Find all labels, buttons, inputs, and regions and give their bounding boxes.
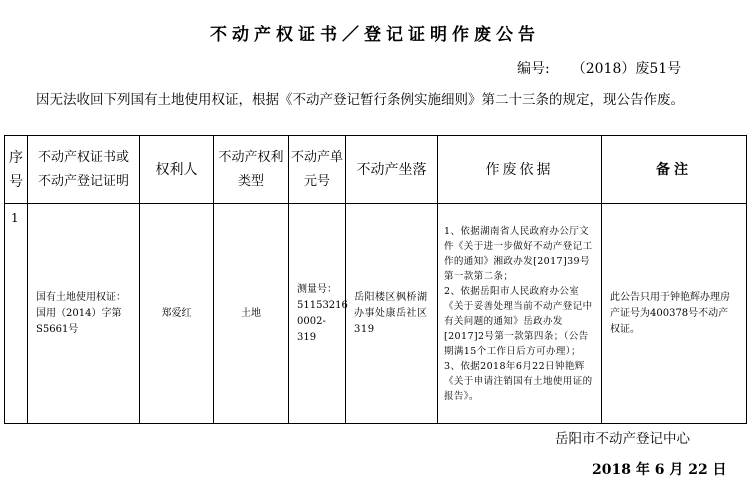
notice-intro: 因无法收回下列国有土地使用权证，根据《不动产登记暂行条例实施细则》第二十三条的规定，现公告作废。 xyxy=(36,92,684,108)
header-unit-line-1: 不动产单 xyxy=(290,149,343,165)
header-remark: 备注 xyxy=(602,136,747,204)
cell-unit-line-1: 测量号： xyxy=(297,283,337,295)
issuing-organization: 岳阳市不动产登记中心 xyxy=(555,431,690,447)
notice-number xyxy=(517,58,681,78)
header-seq xyxy=(5,136,28,204)
header-location: 不动产坐落 xyxy=(346,136,438,204)
header-seq-line-1: 序 xyxy=(9,149,23,166)
notice-table xyxy=(4,135,747,424)
cell-unit xyxy=(289,204,346,424)
header-cert xyxy=(28,136,140,204)
notice-number-label: 编号: xyxy=(517,61,550,77)
cell-right-type: 土地 xyxy=(214,204,289,424)
table-header-row xyxy=(5,136,747,204)
cell-location: 岳阳楼区枫桥湖办事处康岳社区319 xyxy=(346,204,438,424)
notice-number-value: （2018）废51号 xyxy=(571,61,682,77)
header-holder: 权利人 xyxy=(140,136,214,204)
basis-item-3: 3、依据2018年6月22日钟艳辉《关于申请注销国有土地使用证的报告》。 xyxy=(444,360,593,402)
basis-item-2: 2、依据岳阳市人民政府办公室《关于妥善处理当前不动产登记中有关问题的通知》岳政办发[2017]2号第一款第四条；（公告期满15个工作日后方可办理）； xyxy=(444,285,593,357)
cell-remark: 此公告只用于钟艳辉办理房产证号为400378号不动产权证。 xyxy=(602,204,747,424)
issue-date: 2018 年 6 月 22 日 xyxy=(592,462,727,478)
header-right-type-line-2: 类型 xyxy=(237,173,264,189)
cell-seq: 1 xyxy=(5,204,28,424)
notice-title: 不动产权证书／登记证明作废公告 xyxy=(210,25,540,45)
table-row xyxy=(5,204,747,424)
header-unit xyxy=(289,136,346,204)
header-cert-line-1: 不动产权证书或 xyxy=(37,149,129,165)
cell-unit-line-2: 51153216 xyxy=(297,299,348,311)
header-basis: 作废依据 xyxy=(438,136,602,204)
basis-item-1: 1、依据湖南省人民政府办公厅文件《关于进一步做好不动产登记工作的通知》湘政办发[2017]39号第一款第二条； xyxy=(444,225,593,282)
cell-cert: 国有土地使用权证：国用（2014）字第S5661号 xyxy=(28,204,140,424)
header-seq-line-2: 号 xyxy=(9,173,23,190)
header-right-type-line-1: 不动产权利 xyxy=(218,149,284,165)
cell-unit-line-3: 0002-319 xyxy=(297,315,326,343)
header-unit-line-2: 元号 xyxy=(303,173,330,189)
header-right-type xyxy=(214,136,289,204)
cell-basis xyxy=(438,204,602,424)
header-cert-line-2: 不动产登记证明 xyxy=(37,173,129,189)
cell-holder: 郑爱红 xyxy=(140,204,214,424)
